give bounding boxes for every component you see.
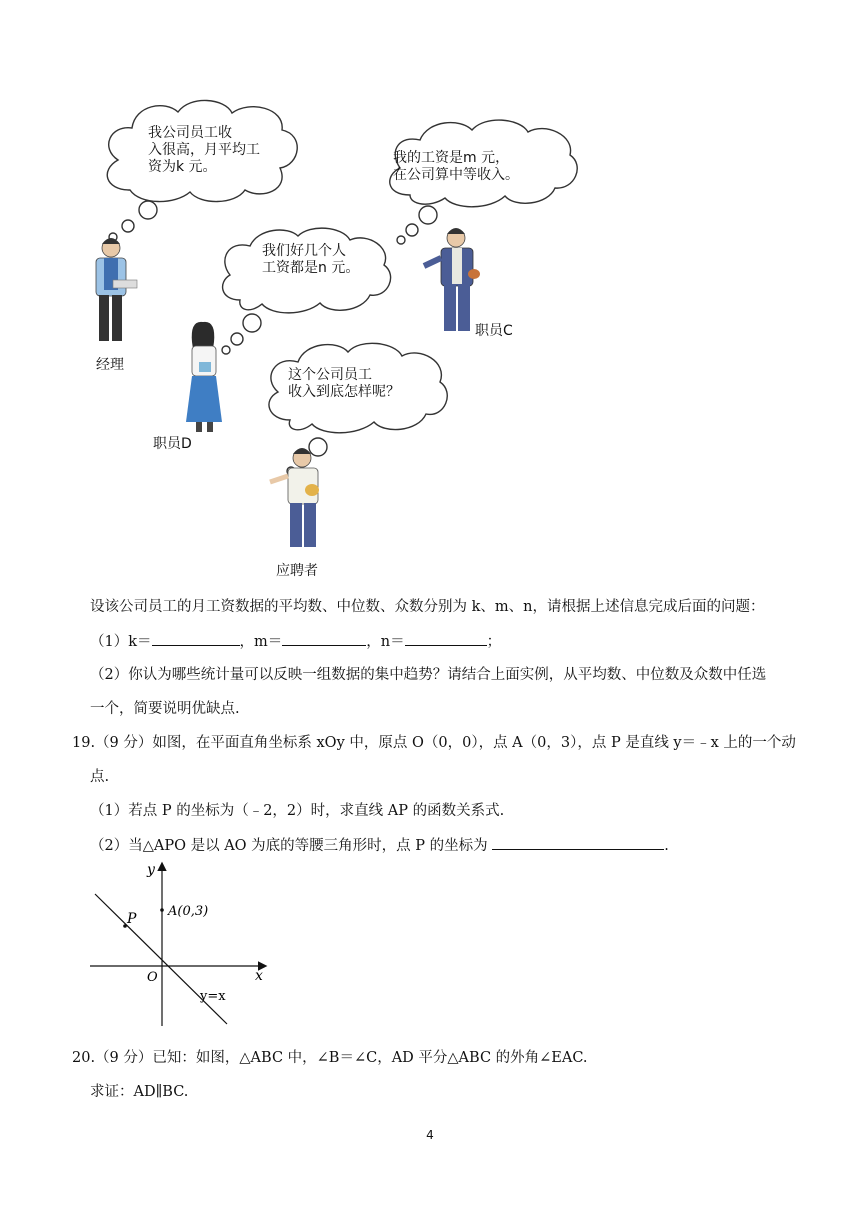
coordinate-graph	[85, 858, 295, 1030]
employee-d-figure	[186, 322, 222, 432]
employee-c-figure	[424, 228, 480, 331]
q18-part2-line1: （2）你认为哪些统计量可以反映一组数据的集中趋势？请结合上面实例，从平均数、中位数及众数中任选	[90, 667, 767, 683]
caption-applicant: 应聘者	[276, 563, 318, 579]
k-answer-blank[interactable]	[152, 631, 240, 646]
manager-bubble-line: 入很高，月平均工	[148, 142, 260, 158]
caption-employee-d: 职员D	[153, 436, 192, 452]
caption-manager: 经理	[96, 357, 124, 373]
page-number: 4	[426, 1128, 434, 1142]
applicant-bubble-line: 收入到底怎样呢？	[288, 384, 400, 400]
q20-line1: 20.（9 分）已知：如图，△ABC 中，∠B＝∠C，AD 平分△ABC 的外角∠EAC.	[72, 1050, 588, 1066]
applicant-figure	[270, 448, 319, 547]
m-answer-blank[interactable]	[282, 631, 366, 646]
q18-intro: 设该公司员工的月工资数据的平均数、中位数、众数分别为 k、m、n，请根据上述信息完成后面的问题：	[90, 599, 765, 615]
manager-bubble-line: 我公司员工收	[148, 125, 232, 141]
point-a-dot	[160, 908, 164, 912]
y-axis-label: y	[147, 862, 155, 878]
origin-label: O	[147, 970, 158, 985]
q18-part2-line2: 一个，简要说明优缺点.	[90, 701, 240, 717]
q18-part1	[90, 631, 501, 652]
q19-part2-end: .	[664, 838, 669, 854]
q20-line2: 求证：AD∥BC.	[90, 1084, 189, 1100]
applicant-bubble-line: 这个公司员工	[288, 367, 372, 383]
q19-part2	[90, 835, 669, 856]
q18-k-label: （1）k＝	[90, 634, 152, 650]
n-answer-blank[interactable]	[405, 631, 487, 646]
q18-m-label: ，m＝	[239, 634, 283, 650]
employee-c-bubble-line: 我的工资是m 元，	[393, 150, 510, 166]
employee-c-bubble-line: 在公司算中等收入。	[393, 167, 519, 183]
q18-n-label: ，n＝	[366, 634, 405, 650]
p-coordinate-answer-blank[interactable]	[492, 835, 664, 850]
q18-part1-end: ；	[486, 634, 502, 650]
applicant-bubble-text	[288, 367, 400, 401]
q19-line2: 点.	[90, 769, 110, 785]
caption-employee-c: 职员C	[475, 323, 513, 339]
q19-part1: （1）若点 P 的坐标为（﹣2，2）时，求直线 AP 的函数关系式.	[90, 803, 505, 819]
employee-d-bubble-text	[262, 243, 359, 277]
employee-d-bubble-line: 工资都是n 元。	[262, 260, 360, 276]
employee-d-bubble-line: 我们好几个人	[262, 243, 346, 259]
q19-line1: 19.（9 分）如图，在平面直角坐标系 xOy 中，原点 O（0，0），点 A（0，3），点 P 是直线 y＝﹣x 上的一个动	[72, 735, 796, 751]
line-label: y=x	[200, 989, 226, 1004]
manager-bubble-line: 资为k 元。	[148, 159, 217, 175]
manager-figure	[96, 238, 137, 341]
point-a-label: A(0,3)	[168, 904, 209, 919]
employee-c-bubble-text	[393, 150, 519, 184]
point-p-label: P	[127, 911, 137, 927]
manager-bubble-text	[148, 125, 260, 176]
q19-part2-text: （2）当△APO 是以 AO 为底的等腰三角形时，点 P 的坐标为	[90, 838, 488, 854]
x-axis-label: x	[255, 968, 263, 984]
illustration	[0, 0, 860, 590]
